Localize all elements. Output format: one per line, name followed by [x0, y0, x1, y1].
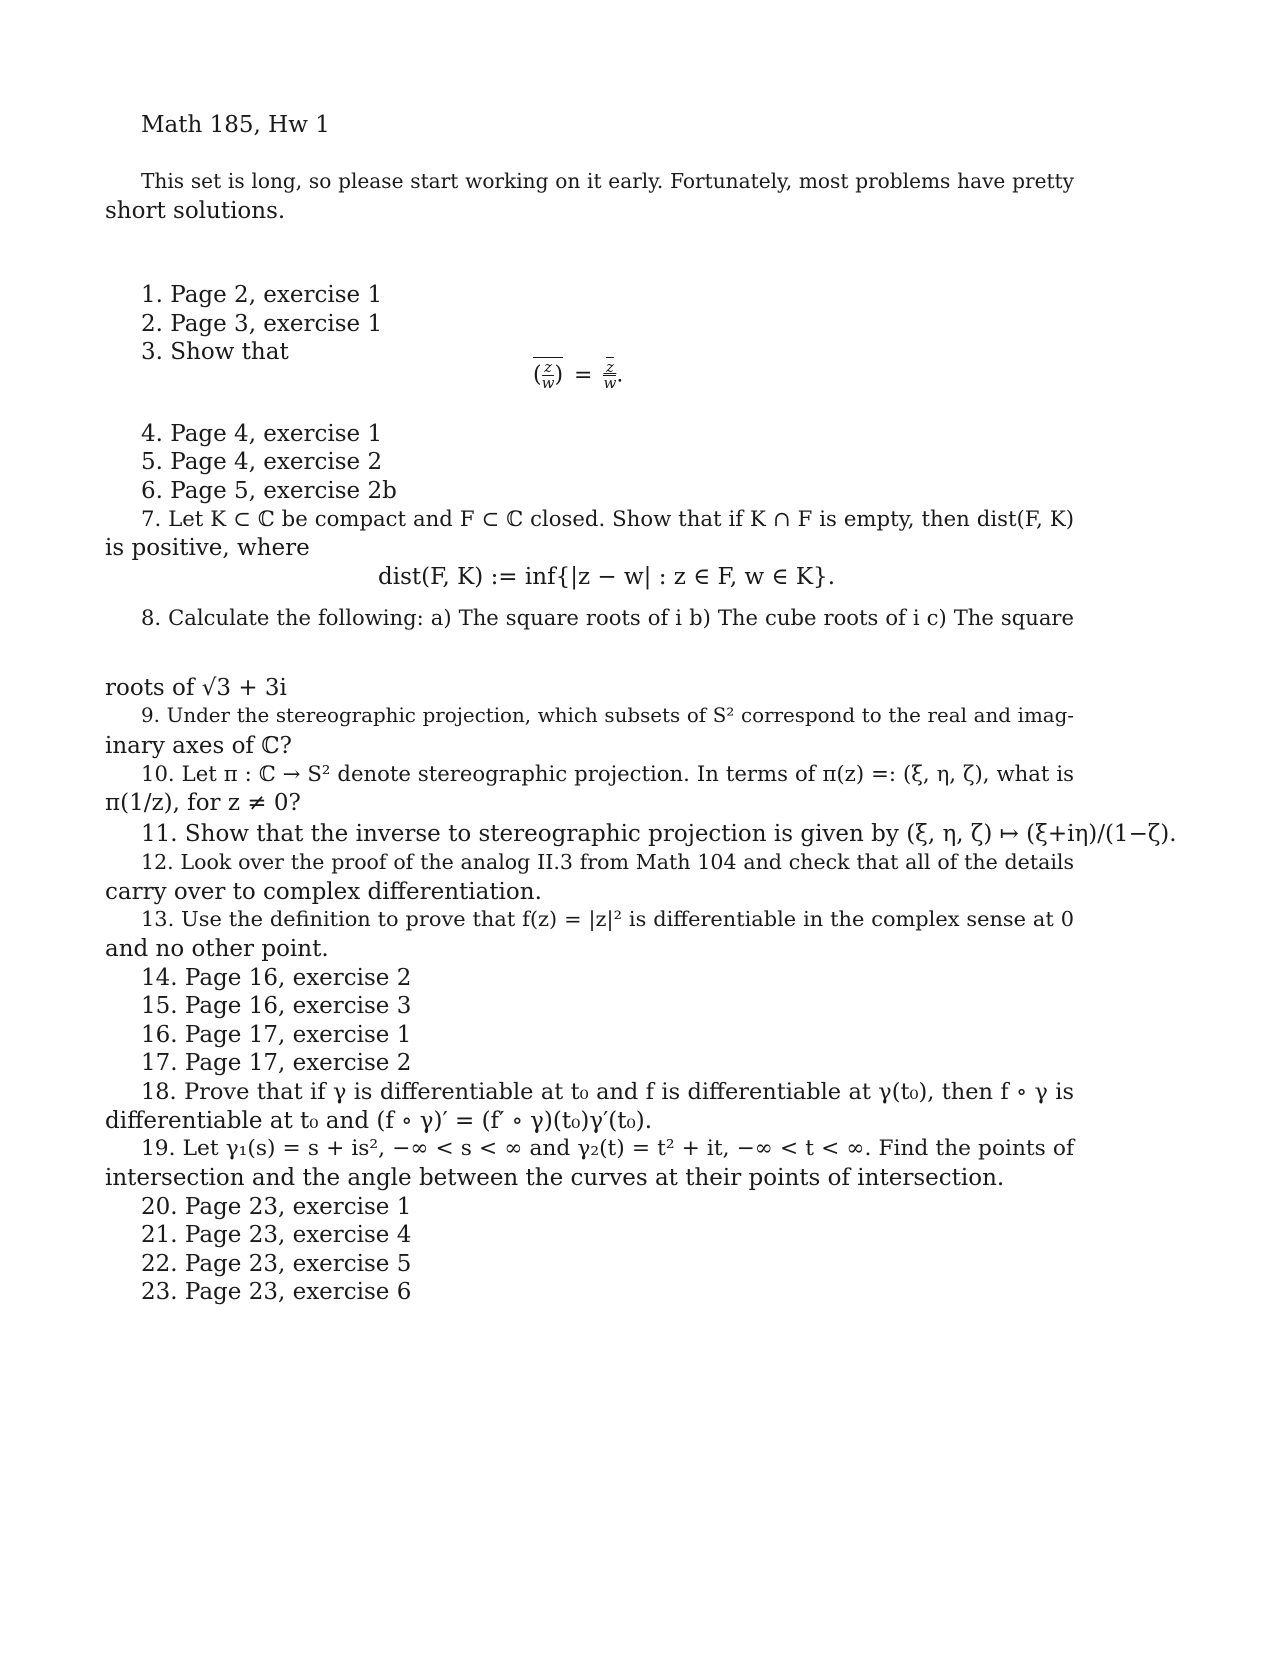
- problem-8-line-1: 8. Calculate the following: a) The square roots of i b) The cube roots of i c) The square: [141, 605, 1074, 630]
- problem-7-line-1: 7. Let K ⊂ ℂ be compact and F ⊂ ℂ closed. Show that if K ∩ F is empty, then dist(F, K): [141, 506, 1074, 531]
- problem-19-line-2: intersection and the angle between the curves at their points of intersection.: [105, 1165, 1005, 1191]
- problem-1: 1. Page 2, exercise 1: [141, 282, 383, 308]
- problem-19-line-1: 19. Let γ₁(s) = s + is², −∞ < s < ∞ and γ₂(t) = t² + it, −∞ < t < ∞. Find the points of: [141, 1136, 1074, 1161]
- page-title: Math 185, Hw 1: [141, 112, 330, 138]
- problem-23: 23. Page 23, exercise 6: [141, 1279, 412, 1305]
- problem-9-line-2: inary axes of ℂ?: [105, 733, 292, 759]
- problem-18-line-1: 18. Prove that if γ is differentiable at t₀ and f is differentiable at γ(t₀), then f ∘ γ is: [141, 1079, 1074, 1105]
- problem-9-line-1: 9. Under the stereographic projection, which subsets of S² correspond to the real and imag-: [141, 704, 1074, 727]
- problem-12-line-1: 12. Look over the proof of the analog II.3 from Math 104 and check that all of the details: [141, 850, 1074, 874]
- problem-8-line-2: roots of √3 + 3i: [105, 675, 287, 701]
- problem-3: 3. Show that: [141, 339, 289, 365]
- problem-22: 22. Page 23, exercise 5: [141, 1251, 412, 1277]
- problem-10-line-1: 10. Let π : ℂ → S² denote stereographic projection. In terms of π(z) =: (ξ, η, ζ), what is: [141, 761, 1074, 786]
- problem-4: 4. Page 4, exercise 1: [141, 421, 383, 447]
- problem-16: 16. Page 17, exercise 1: [141, 1022, 412, 1048]
- problem-2: 2. Page 3, exercise 1: [141, 311, 383, 337]
- problem-15: 15. Page 16, exercise 3: [141, 993, 412, 1019]
- problem-21: 21. Page 23, exercise 4: [141, 1222, 412, 1248]
- conjugate-equation: ( $\frac{z}{w}$ ) = $\frac{\overline{z}}{w}$ .: [533, 358, 624, 392]
- problem-5: 5. Page 4, exercise 2: [141, 449, 383, 475]
- problem-6: 6. Page 5, exercise 2b: [141, 478, 397, 504]
- problem-11: 11. Show that the inverse to stereographic projection is given by (ξ, η, ζ) ↦ (ξ+iη)/(1−ζ).: [141, 821, 1177, 847]
- problem-12-line-2: carry over to complex differentiation.: [105, 879, 542, 905]
- problem-10-line-2: π(1/z), for z ≠ 0?: [105, 790, 301, 816]
- problem-14: 14. Page 16, exercise 2: [141, 965, 412, 991]
- intro-line-2: short solutions.: [105, 198, 286, 224]
- problem-13-line-1: 13. Use the definition to prove that f(z) = |z|² is differentiable in the complex sense at 0: [141, 907, 1074, 931]
- intro-line-1: This set is long, so please start working on it early. Fortunately, most problems have pretty: [141, 169, 1074, 193]
- problem-7-line-2: is positive, where: [105, 535, 310, 561]
- problem-13-line-2: and no other point.: [105, 936, 329, 962]
- problem-18-line-2: differentiable at t₀ and (f ∘ γ)′ = (f′ ∘ γ)(t₀)γ′(t₀).: [105, 1108, 653, 1134]
- problem-7-equation: dist(F, K) := inf{|z − w| : z ∈ F, w ∈ K}.: [378, 564, 836, 590]
- problem-20: 20. Page 23, exercise 1: [141, 1194, 412, 1220]
- problem-17: 17. Page 17, exercise 2: [141, 1050, 412, 1076]
